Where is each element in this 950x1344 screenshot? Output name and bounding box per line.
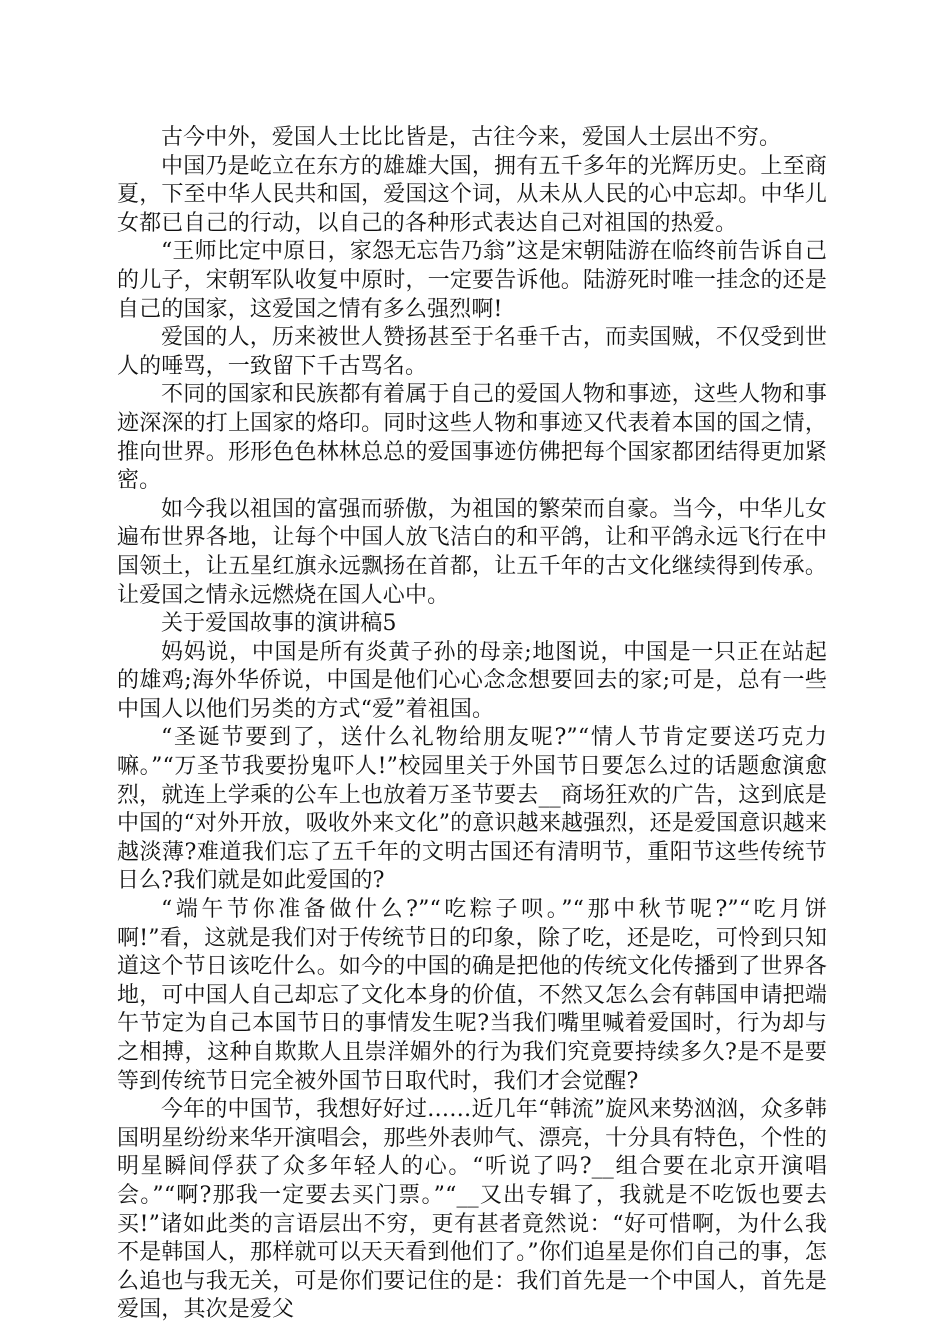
paragraph: 爱国的人，历来被世人赞扬甚至于名垂千古，而卖国贼，不仅受到世人的唾骂，一致留下千古骂名。	[117, 325, 827, 379]
paragraph: 不同的国家和民族都有着属于自己的爱国人物和事迹，这些人物和事迹深深的打上国家的烙印。同时这些人物和事迹又代表着本国的国之情，推向世界。形形色色林林总总的爱国事迹仿佛把每个国家都团结得更加紧密。	[117, 382, 827, 494]
paragraph: 今年的中国节，我想好好过……近几年“韩流”旋风来势汹汹，众多韩国明星纷纷来华开演唱会，那些外表帅气、漂亮，十分具有特色，个性的明星瞬间俘获了众多年轻人的心。“听说了吗?__组合要在北京开演唱会。”“啊?那我一定要去买门票。”“__又出专辑了，我就是不吃饭也要去买!”诸如此类的言语层出不穷，更有甚者竟然说：“好可惜啊，为什么我不是韩国人，那样就可以天天看到他们了。”你们追星是你们自己的事，怎么追也与我无关，可是你们要记住的是：我们首先是一个中国人，首先是爱国，其次是爱父	[117, 1097, 827, 1323]
paragraph: “圣诞节要到了，送什么礼物给朋友呢?”“情人节肯定要送巧克力嘛。”“万圣节我要扮鬼吓人!”校园里关于外国节日要怎么过的话题愈演愈烈，就连上学乘的公车上也放着万圣节要去__商场狂欢的广告，这到底是中国的“对外开放，吸收外来文化”的意识越来越强烈，还是爱国意识越来越淡薄?难道我们忘了五千年的文明古国还有清明节，重阳节这些传统节日么?我们就是如此爱国的?	[117, 725, 827, 894]
section-heading: 关于爱国故事的演讲稿5	[161, 611, 397, 637]
paragraph: 如今我以祖国的富强而骄傲，为祖国的繁荣而自豪。当今，中华儿女遍布世界各地，让每个中国人放飞洁白的和平鸽，让和平鸽永远飞行在中国领土，让五星红旗永远飘扬在首都，让五千年的古文化继续得到传承。让爱国之情永远燃烧在国人心中。	[117, 496, 827, 608]
paragraph: 古今中外，爱国人士比比皆是，古往今来，爱国人士层出不穷。	[161, 125, 782, 150]
paragraph: “王师比定中原日，家怨无忘告乃翁”这是宋朝陆游在临终前告诉自己的儿子，宋朝军队收复中原时，一定要告诉他。陆游死时唯一挂念的还是自己的国家，这爱国之情有多么强烈啊!	[117, 239, 827, 322]
paragraph: “端午节你准备做什么?”“吃粽子呗。”“那中秋节呢?”“吃月饼啊!”看，这就是我们对于传统节日的印象，除了吃，还是吃，可怜到只知道这个节日该吃什么。如今的中国的确是把他的传统文化传播到了世界各地，可中国人自己却忘了文化本身的价值，不然又怎么会有韩国申请把端午节定为自己本国节日的事情发生呢?当我们嘴里喊着爱国时，行为却与之相搏，这种自欺欺人且崇洋媚外的行为我们究竟要持续多久?是不是要等到传统节日完全被外国节日取代时，我们才会觉醒?	[117, 897, 827, 1094]
document-body	[117, 124, 827, 1325]
paragraph: 中国乃是屹立在东方的雄雄大国，拥有五千多年的光辉历史。上至商夏，下至中华人民共和国，爱国这个词，从未从人民的心中忘却。中华儿女都已自己的行动，以自己的各种形式表达自己对祖国的热爱。	[117, 153, 827, 236]
paragraph: 妈妈说，中国是所有炎黄子孙的母亲;地图说，中国是一只正在站起的雄鸡;海外华侨说，中国是他们心心念念想要回去的家;可是，总有一些中国人以他们另类的方式“爱”着祖国。	[117, 639, 827, 722]
